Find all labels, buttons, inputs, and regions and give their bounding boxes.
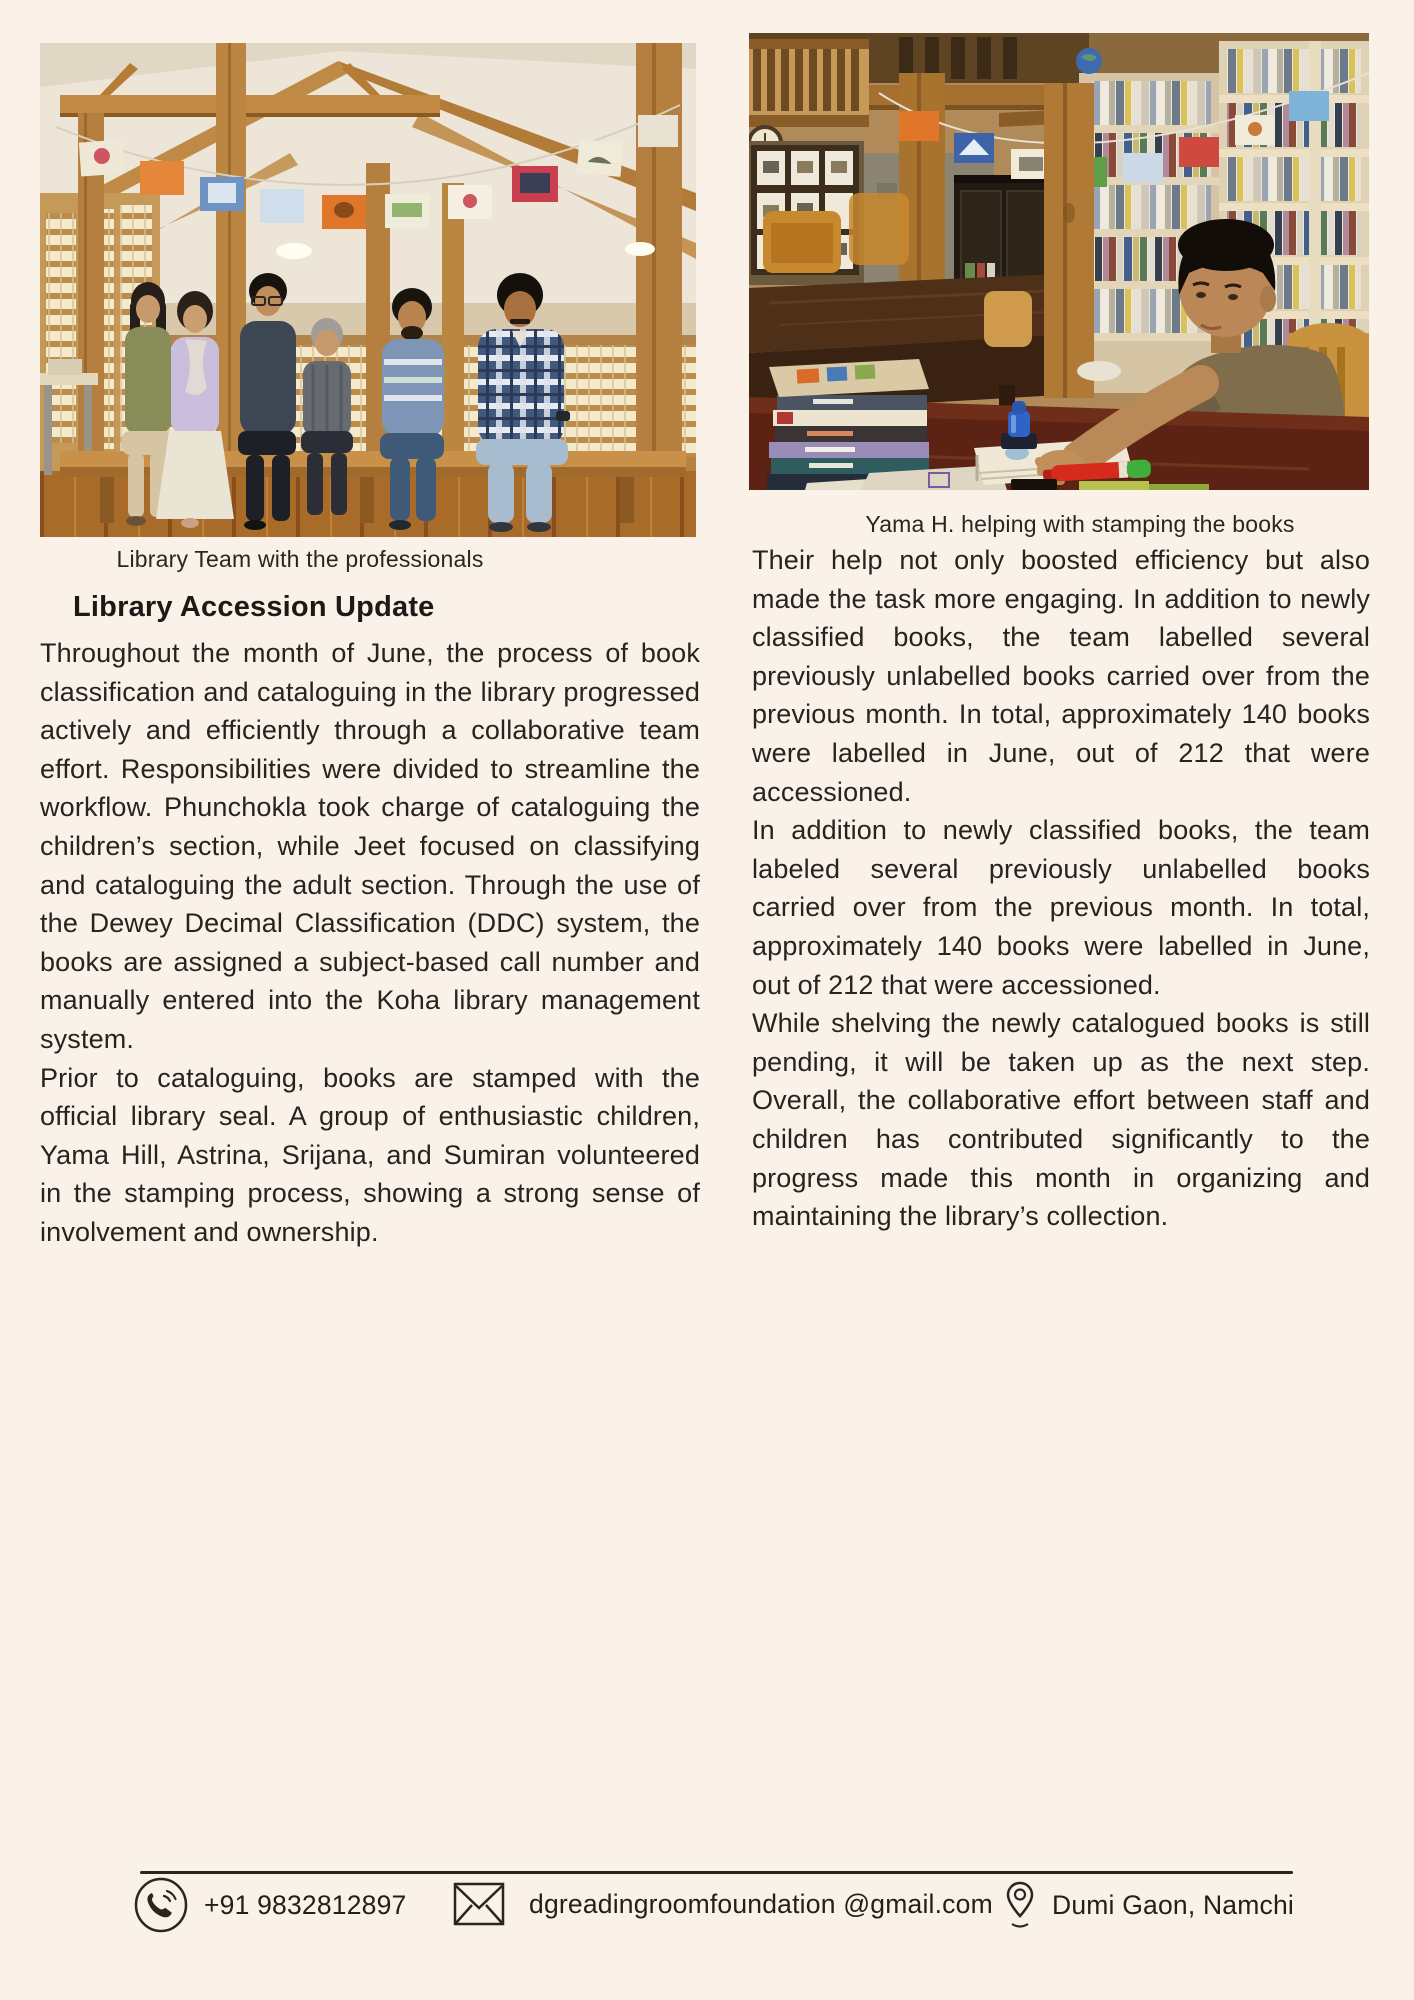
paragraph: Throughout the month of June, the process of book classification and cataloguing in the library progressed actively and efficiently through a collaborative team effort. Responsibilities were divided to streamline the workflow. Phunchokla took charge of cataloguing the children’s section, while Jeet focused on classifying and cataloguing the adult section. Through the use of the Dewey Decimal Classification (DDC) system, the books are assigned a subject-based call number and manually entered into the Koha library management system. xyxy=(40,638,700,1054)
paragraph: In addition to newly classified books, the team labeled several previously unlabelled books carried over from the previous month. In total, approximately 140 books were labelled in June, out of 212 that were accessioned. xyxy=(752,815,1370,1000)
location-text: Dumi Gaon, Namchi xyxy=(1052,1889,1294,1920)
loft-railing xyxy=(749,39,869,127)
envelope-icon xyxy=(453,1882,505,1926)
book-stack xyxy=(767,359,929,490)
footer-divider xyxy=(140,1871,1293,1874)
paragraph: While shelving the newly catalogued books is still pending, it will be taken up as the next step. Overall, the collaborative effort between staff and children has contributed significantly to the progress made this month in organizing and maintaining the library’s collection. xyxy=(752,1008,1370,1232)
phone-icon xyxy=(133,1877,189,1933)
left-column-text xyxy=(40,634,700,1252)
location-pin-icon xyxy=(1004,1880,1036,1930)
phone-number: +91 9832812897 xyxy=(204,1889,407,1920)
stamping-photo-illustration xyxy=(749,33,1369,490)
footer-phone xyxy=(133,1877,407,1933)
section-heading: Library Accession Update xyxy=(73,591,435,623)
paragraph: Prior to cataloguing, books are stamped with the official library seal. A group of enthusiastic children, Yama Hill, Astrina, Srijana, and Sumiran volunteered in the stamping process, showing a strong sense of involvement and ownership. xyxy=(40,1062,700,1247)
footer-email xyxy=(453,1882,993,1926)
bowl xyxy=(1077,361,1121,381)
wood-post-foreground xyxy=(1044,83,1094,398)
library-team-photo-illustration xyxy=(40,43,696,537)
paragraph: Their help not only boosted efficiency but also made the task more engaging. In addition to newly classified books, the team labelled several previously unlabelled books carried over from the previous month. In total, approximately 140 books were labelled in June, out of 212 that were accessioned. xyxy=(752,545,1370,807)
right-photo-caption: Yama H. helping with stamping the books xyxy=(865,511,1295,537)
stamping-photo xyxy=(749,33,1369,490)
email-address: dgreadingroomfoundation @gmail.com xyxy=(529,1888,993,1919)
globe xyxy=(1076,48,1102,74)
library-team-photo xyxy=(40,43,696,537)
left-photo-caption: Library Team with the professionals xyxy=(116,546,484,572)
right-column-text xyxy=(752,541,1370,1236)
stamp-pad xyxy=(1011,479,1057,490)
footer-location xyxy=(1004,1880,1294,1930)
